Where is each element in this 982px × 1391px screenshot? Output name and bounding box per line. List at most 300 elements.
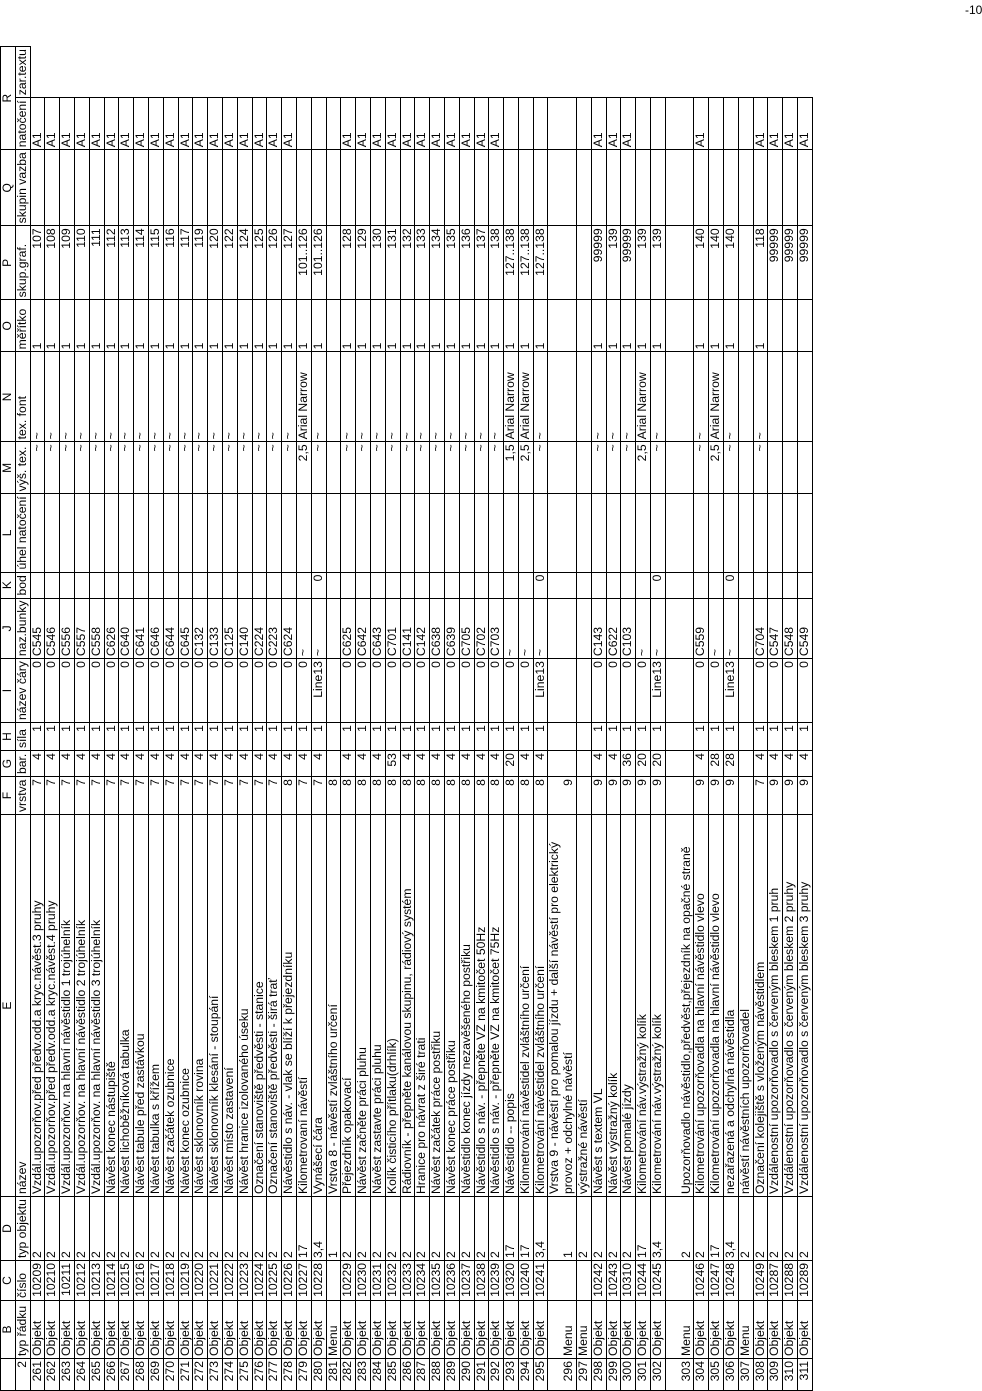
table-cell: Návěst hranice izolovaného úseku: [237, 815, 252, 1197]
table-cell: Kilometrovaní návěstí: [296, 815, 311, 1197]
table-cell: 2: [459, 1197, 474, 1261]
table-cell: [548, 598, 577, 659]
table-cell: [163, 494, 178, 572]
row-number: 276: [252, 1359, 267, 1391]
table-cell: [45, 150, 60, 226]
column-header: vrstva: [15, 777, 30, 815]
table-cell: A1: [753, 98, 768, 150]
table-cell: Objekt: [74, 1301, 89, 1359]
table-cell: 9: [651, 777, 666, 815]
table-cell: 1: [415, 300, 430, 352]
table-cell: C704: [753, 598, 768, 659]
column-letter: N: [1, 352, 16, 442]
table-row: [430, 47, 445, 1391]
table-row: [474, 47, 489, 1391]
table-cell: 10249: [753, 1261, 768, 1301]
table-cell: 10230: [356, 1261, 371, 1301]
table-cell: A1: [267, 98, 282, 150]
table-cell: A1: [459, 98, 474, 150]
table-cell: [548, 442, 577, 494]
table-cell: Arial Narrow: [636, 352, 651, 442]
table-cell: 0: [163, 659, 178, 723]
table-cell: ~: [621, 352, 636, 442]
table-cell: 10238: [474, 1261, 489, 1301]
table-cell: ~: [89, 352, 104, 442]
row-number: 292: [489, 1359, 504, 1391]
table-cell: [665, 572, 694, 598]
table-cell: Návěstidlo s náv. - přepněte VZ na kmitočet 50Hz: [474, 815, 489, 1197]
table-cell: [577, 98, 592, 150]
table-cell: 122: [222, 226, 237, 300]
row-number: 311: [798, 1359, 813, 1391]
table-cell: [577, 723, 592, 751]
table-cell: Objekt: [783, 1301, 798, 1359]
table-cell: [341, 494, 356, 572]
table-cell: 0: [444, 659, 459, 723]
row-number: 283: [356, 1359, 371, 1391]
table-cell: Návěstidlo s náv. - přepněte VZ na kmitočet 75Hz: [489, 815, 504, 1197]
table-cell: Objekt: [119, 1301, 134, 1359]
table-cell: 0: [104, 659, 119, 723]
table-cell: ~: [222, 442, 237, 494]
column-letters-row: [1, 47, 16, 1391]
table-cell: 7: [193, 777, 208, 815]
table-cell: [738, 300, 753, 352]
table-cell: 4: [591, 751, 606, 777]
table-cell: 1: [474, 723, 489, 751]
column-letter: O: [1, 300, 16, 352]
table-cell: [783, 442, 798, 494]
table-cell: 9: [694, 777, 709, 815]
table-cell: 4: [178, 751, 193, 777]
table-cell: 10234: [415, 1261, 430, 1301]
table-cell: A1: [606, 98, 621, 150]
table-cell: 0: [30, 659, 45, 723]
table-cell: A1: [282, 98, 297, 150]
table-cell: 1: [296, 300, 311, 352]
table-cell: [636, 494, 651, 572]
column-header: název čáry: [15, 659, 30, 723]
table-cell: 2: [282, 1197, 297, 1261]
table-row: [74, 47, 89, 1391]
row-number: 266: [104, 1359, 119, 1391]
table-cell: 10242: [591, 1261, 606, 1301]
table-row: [326, 47, 341, 1391]
table-cell: 0: [178, 659, 193, 723]
table-cell: 4: [533, 751, 548, 777]
table-cell: A1: [621, 98, 636, 150]
table-cell: A1: [104, 98, 119, 150]
row-number: 287: [415, 1359, 430, 1391]
table-cell: 28: [709, 751, 724, 777]
row-number: 288: [430, 1359, 445, 1391]
row-number: 281: [326, 1359, 341, 1391]
table-cell: [621, 150, 636, 226]
table-cell: 17: [504, 1197, 519, 1261]
row-number: 273: [208, 1359, 223, 1391]
table-cell: Vzdál.upozorňov. na hlavní návěstidlo 2 trojúhelník: [74, 815, 89, 1197]
table-cell: [577, 494, 592, 572]
table-cell: [208, 572, 223, 598]
row-number: 278: [282, 1359, 297, 1391]
table-cell: C559: [694, 598, 709, 659]
table-cell: 7: [163, 777, 178, 815]
column-header: skupin vazba: [15, 150, 30, 226]
table-cell: 7: [45, 777, 60, 815]
table-cell: 127..138: [504, 226, 519, 300]
table-cell: ~: [694, 352, 709, 442]
table-cell: [296, 98, 311, 150]
table-cell: [621, 572, 636, 598]
table-cell: nezařazená a odchylná návěstidla: [724, 815, 739, 1197]
table-cell: 1: [606, 300, 621, 352]
table-cell: [548, 572, 577, 598]
table-cell: Kilometrování upozorňovadla na hlavní návěstidlo vlevo: [694, 815, 709, 1197]
table-cell: ~: [341, 442, 356, 494]
table-cell: A1: [474, 98, 489, 150]
table-cell: 10215: [119, 1261, 134, 1301]
table-cell: A1: [798, 98, 813, 150]
table-cell: ~: [430, 442, 445, 494]
table-cell: ~: [651, 352, 666, 442]
column-letter: H: [1, 723, 16, 751]
row-number: 305: [709, 1359, 724, 1391]
table-cell: A1: [222, 98, 237, 150]
table-cell: 0: [504, 659, 519, 723]
table-cell: [208, 494, 223, 572]
table-cell: 0: [385, 659, 400, 723]
table-cell: ~: [45, 352, 60, 442]
table-cell: C142: [415, 598, 430, 659]
table-cell: 8: [400, 777, 415, 815]
table-cell: A1: [30, 98, 45, 150]
table-cell: [665, 494, 694, 572]
table-cell: [311, 98, 326, 150]
table-cell: 10232: [385, 1261, 400, 1301]
row-number: 269: [148, 1359, 163, 1391]
table-cell: [222, 572, 237, 598]
table-cell: [237, 150, 252, 226]
row-number: 272: [193, 1359, 208, 1391]
table-cell: C556: [60, 598, 75, 659]
table-cell: 0: [533, 572, 548, 598]
table-cell: 4: [341, 751, 356, 777]
data-table: [0, 46, 813, 1391]
row-number: 262: [45, 1359, 60, 1391]
table-cell: [709, 150, 724, 226]
table-cell: [104, 572, 119, 598]
table-cell: ~: [651, 598, 666, 659]
table-cell: C624: [282, 598, 297, 659]
table-cell: 1: [548, 1197, 577, 1261]
table-cell: 10239: [489, 1261, 504, 1301]
table-cell: 113: [119, 226, 134, 300]
table-cell: [430, 494, 445, 572]
table-cell: 8: [430, 777, 445, 815]
table-cell: C626: [104, 598, 119, 659]
table-cell: ~: [119, 442, 134, 494]
table-cell: 140: [709, 226, 724, 300]
table-cell: [665, 226, 694, 300]
table-cell: 1: [311, 723, 326, 751]
table-cell: ~: [267, 442, 282, 494]
table-cell: 10320: [504, 1261, 519, 1301]
table-cell: 2: [89, 1197, 104, 1261]
row-number: 304: [694, 1359, 709, 1391]
table-cell: [577, 442, 592, 494]
table-cell: Objekt: [237, 1301, 252, 1359]
table-cell: Objekt: [104, 1301, 119, 1359]
table-cell: 0: [341, 659, 356, 723]
table-cell: [591, 572, 606, 598]
table-cell: 7: [30, 777, 45, 815]
table-cell: [326, 442, 341, 494]
table-row: [148, 47, 163, 1391]
table-cell: [444, 494, 459, 572]
table-cell: Vzdál.upozorňov.před předv.odd.a kryc.návěst.3 pruhy: [30, 815, 45, 1197]
table-cell: 1: [193, 300, 208, 352]
table-cell: 134: [430, 226, 445, 300]
table-cell: 127..138: [518, 226, 533, 300]
table-row: [459, 47, 474, 1391]
table-cell: 7: [89, 777, 104, 815]
table-cell: [296, 572, 311, 598]
table-cell: Objekt: [370, 1301, 385, 1359]
table-cell: 128: [341, 226, 356, 300]
table-cell: C548: [783, 598, 798, 659]
table-cell: Objekt: [768, 1301, 783, 1359]
table-cell: A1: [134, 98, 149, 150]
table-cell: 2: [341, 1197, 356, 1261]
table-cell: 1: [533, 723, 548, 751]
table-cell: C644: [163, 598, 178, 659]
table-cell: Kolík čisticího přítlaku(drhlík): [385, 815, 400, 1197]
table-cell: [104, 150, 119, 226]
table-cell: 0: [222, 659, 237, 723]
table-row: [533, 47, 548, 1391]
table-cell: 1: [356, 723, 371, 751]
table-cell: ~: [296, 598, 311, 659]
table-cell: 1: [222, 723, 237, 751]
table-cell: ~: [385, 442, 400, 494]
table-cell: 1: [621, 723, 636, 751]
column-header: typ objektu: [15, 1197, 30, 1261]
table-cell: [400, 572, 415, 598]
table-cell: 10209: [30, 1261, 45, 1301]
table-cell: [533, 98, 548, 150]
table-cell: A1: [591, 98, 606, 150]
table-cell: Objekt: [444, 1301, 459, 1359]
table-row: [548, 47, 577, 1391]
table-row: [385, 47, 400, 1391]
table-cell: 107: [30, 226, 45, 300]
table-cell: [665, 352, 694, 442]
table-cell: 1: [119, 300, 134, 352]
table-cell: [370, 150, 385, 226]
table-cell: [665, 751, 694, 777]
table-cell: [474, 572, 489, 598]
column-header: zar.textu: [15, 47, 30, 98]
row-number: 282: [341, 1359, 356, 1391]
table-cell: [193, 572, 208, 598]
table-cell: [518, 98, 533, 150]
table-cell: Objekt: [267, 1301, 282, 1359]
column-header: bod: [15, 572, 30, 598]
table-cell: Objekt: [208, 1301, 223, 1359]
table-cell: 10247: [709, 1261, 724, 1301]
row-number: 275: [237, 1359, 252, 1391]
table-cell: Rádiovník - přepněte kanálovou skupinu, rádiový systém: [400, 815, 415, 1197]
table-cell: [548, 98, 577, 150]
table-cell: 7: [296, 777, 311, 815]
table-cell: [694, 494, 709, 572]
table-cell: 1: [296, 723, 311, 751]
table-cell: 1: [753, 723, 768, 751]
table-cell: ~: [533, 598, 548, 659]
table-cell: [326, 98, 341, 150]
table-cell: C622: [606, 598, 621, 659]
table-cell: 4: [45, 751, 60, 777]
table-cell: 1: [636, 300, 651, 352]
table-cell: 7: [104, 777, 119, 815]
table-cell: [651, 98, 666, 150]
table-cell: Objekt: [724, 1301, 739, 1359]
table-cell: 1: [178, 723, 193, 751]
table-cell: Objekt: [30, 1301, 45, 1359]
table-cell: 1: [489, 300, 504, 352]
table-cell: Návěst začátek práce postřiku: [430, 815, 445, 1197]
table-cell: [341, 150, 356, 226]
table-cell: 1: [89, 723, 104, 751]
table-cell: 10220: [193, 1261, 208, 1301]
table-cell: C103: [621, 598, 636, 659]
table-cell: 1: [222, 300, 237, 352]
column-letter: F: [1, 777, 16, 815]
table-cell: Vzdál.upozorňov. na hlavní návěstidlo 1 trojúhelník: [60, 815, 75, 1197]
table-cell: [768, 442, 783, 494]
row-number: 300: [621, 1359, 636, 1391]
table-cell: 1: [709, 300, 724, 352]
table-cell: ~: [237, 442, 252, 494]
table-cell: C547: [768, 598, 783, 659]
table-cell: [738, 494, 753, 572]
table-cell: [356, 150, 371, 226]
table-cell: [489, 150, 504, 226]
table-cell: 10288: [783, 1261, 798, 1301]
row-number: 291: [474, 1359, 489, 1391]
table-cell: [577, 598, 592, 659]
table-cell: 7: [222, 777, 237, 815]
table-cell: [89, 150, 104, 226]
table-cell: [74, 150, 89, 226]
table-cell: 140: [694, 226, 709, 300]
table-cell: ~: [311, 442, 326, 494]
table-cell: Návěst zastavte práci pluhu: [370, 815, 385, 1197]
table-cell: 10213: [89, 1261, 104, 1301]
table-row: [178, 47, 193, 1391]
table-row: [665, 47, 694, 1391]
table-cell: 9: [798, 777, 813, 815]
table-row: [370, 47, 385, 1391]
table-cell: ~: [311, 352, 326, 442]
table-cell: 0: [237, 659, 252, 723]
column-letter: G: [1, 751, 16, 777]
table-cell: 110: [74, 226, 89, 300]
table-cell: [738, 352, 753, 442]
table-cell: 127..138: [533, 226, 548, 300]
table-cell: 4: [753, 751, 768, 777]
table-cell: Objekt: [504, 1301, 519, 1359]
table-cell: 0: [356, 659, 371, 723]
table-cell: 2: [474, 1197, 489, 1261]
table-cell: 2: [267, 1197, 282, 1261]
table-cell: 9: [724, 777, 739, 815]
table-cell: [709, 98, 724, 150]
table-cell: [709, 572, 724, 598]
table-cell: 126: [267, 226, 282, 300]
table-cell: Kilometrování návěstidel zvláštního určení: [533, 815, 548, 1197]
table-cell: [606, 572, 621, 598]
table-cell: 1: [148, 300, 163, 352]
table-row: [282, 47, 297, 1391]
table-row: [341, 47, 356, 1391]
table-cell: [738, 659, 753, 723]
table-cell: [444, 150, 459, 226]
table-cell: 1: [444, 723, 459, 751]
table-cell: Arial Narrow: [518, 352, 533, 442]
table-cell: [651, 494, 666, 572]
row-number: 302: [651, 1359, 666, 1391]
table-cell: ~: [724, 598, 739, 659]
table-cell: [753, 150, 768, 226]
table-cell: ~: [89, 442, 104, 494]
table-cell: 0: [252, 659, 267, 723]
table-cell: C625: [341, 598, 356, 659]
table-cell: [665, 300, 694, 352]
table-row: [30, 47, 45, 1391]
table-row: [134, 47, 149, 1391]
table-cell: 2: [621, 1197, 636, 1261]
table-cell: 10226: [282, 1261, 297, 1301]
table-cell: 1: [459, 723, 474, 751]
table-cell: 10241: [533, 1261, 548, 1301]
table-cell: A1: [356, 98, 371, 150]
table-cell: 28: [724, 751, 739, 777]
table-row: [489, 47, 504, 1391]
table-cell: 4: [783, 751, 798, 777]
table-row: [163, 47, 178, 1391]
table-cell: [783, 572, 798, 598]
table-cell: [577, 150, 592, 226]
table-cell: 10236: [444, 1261, 459, 1301]
table-cell: 139: [606, 226, 621, 300]
table-cell: [577, 352, 592, 442]
table-cell: 1: [178, 300, 193, 352]
table-cell: C546: [45, 598, 60, 659]
table-cell: ~: [134, 352, 149, 442]
table-cell: [252, 150, 267, 226]
table-cell: ~: [163, 442, 178, 494]
table-cell: 7: [134, 777, 149, 815]
table-cell: A1: [370, 98, 385, 150]
table-cell: 17: [709, 1197, 724, 1261]
table-cell: 2: [694, 1197, 709, 1261]
table-cell: 8: [459, 777, 474, 815]
table-cell: 7: [60, 777, 75, 815]
table-cell: A1: [45, 98, 60, 150]
table-cell: 10216: [134, 1261, 149, 1301]
table-cell: 4: [518, 751, 533, 777]
